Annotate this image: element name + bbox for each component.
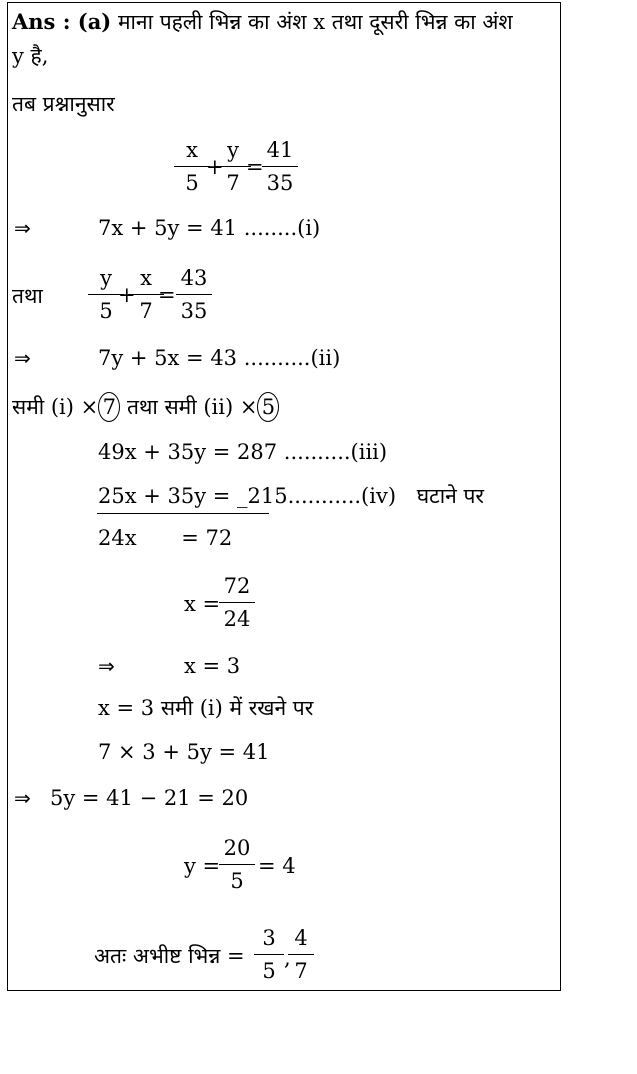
equals-sign: = [246, 155, 264, 179]
equation-iv: 25x + 35y = _215...........(iv) घटाने पर [98, 484, 484, 508]
fraction-72-over-24: 72 24 [217, 574, 257, 633]
result-line: 24x = 72 [98, 526, 233, 550]
plus-sign-2: + [118, 283, 136, 307]
fraction-y-over-5: y 5 [86, 266, 126, 325]
circled-seven: 7 [98, 392, 120, 422]
implies-icon-3: ⇒ [98, 654, 115, 678]
x-equals-label: x = [184, 592, 221, 616]
fraction-3-over-5: 3 5 [252, 926, 286, 985]
fraction-x-over-7: x 7 [126, 266, 166, 325]
according-to-question: तब प्रश्नानुसार [12, 92, 115, 116]
answer-intro-text: माना पहली भिन्न का अंश x तथा दूसरी भिन्न का अंश [117, 10, 513, 34]
y-value: = 4 [258, 854, 296, 878]
equation-iii: 49x + 35y = 287 ..........(iii) [98, 440, 388, 464]
solution-box-bottom [7, 474, 561, 991]
implies-icon-4: ⇒ [14, 786, 31, 810]
fraction-x-over-5: x 5 [172, 138, 212, 197]
y-equals-label: y = [184, 854, 221, 878]
answer-line-1 [12, 10, 513, 34]
subtraction-rule [97, 513, 269, 514]
comma-separator: , [284, 946, 291, 970]
five-y-equation: 5y = 41 − 21 = 20 [50, 786, 249, 810]
subtract-note: घटाने पर [416, 484, 484, 508]
answer-line-2: y है, [12, 44, 49, 68]
circled-five: 5 [257, 392, 279, 422]
final-answer-label: अतः अभीष्ट भिन्न = [94, 944, 245, 968]
fraction-41-over-35: 41 35 [260, 138, 300, 197]
substitute-line: x = 3 समी (i) में रखने पर [98, 696, 314, 720]
fraction-4-over-7: 4 7 [286, 926, 316, 985]
substituted-equation: 7 × 3 + 5y = 41 [98, 740, 270, 764]
fraction-20-over-5: 20 5 [217, 836, 257, 895]
answer-label: Ans : (a) [12, 9, 112, 34]
implies-icon-2: ⇒ [14, 346, 31, 370]
equation-ii: 7y + 5x = 43 ..........(ii) [98, 346, 341, 370]
fraction-43-over-35: 43 35 [174, 266, 214, 325]
equation-i: 7x + 5y = 41 ........(i) [98, 216, 321, 240]
x-value: x = 3 [184, 654, 241, 678]
and-label: तथा [12, 284, 43, 308]
implies-icon: ⇒ [14, 216, 31, 240]
equals-sign-2: = [158, 283, 176, 307]
fraction-y-over-7: y 7 [213, 138, 253, 197]
plus-sign: + [206, 155, 224, 179]
multiply-instruction: समी (i) × 7 तथा समी (ii) × 5 [12, 392, 279, 422]
